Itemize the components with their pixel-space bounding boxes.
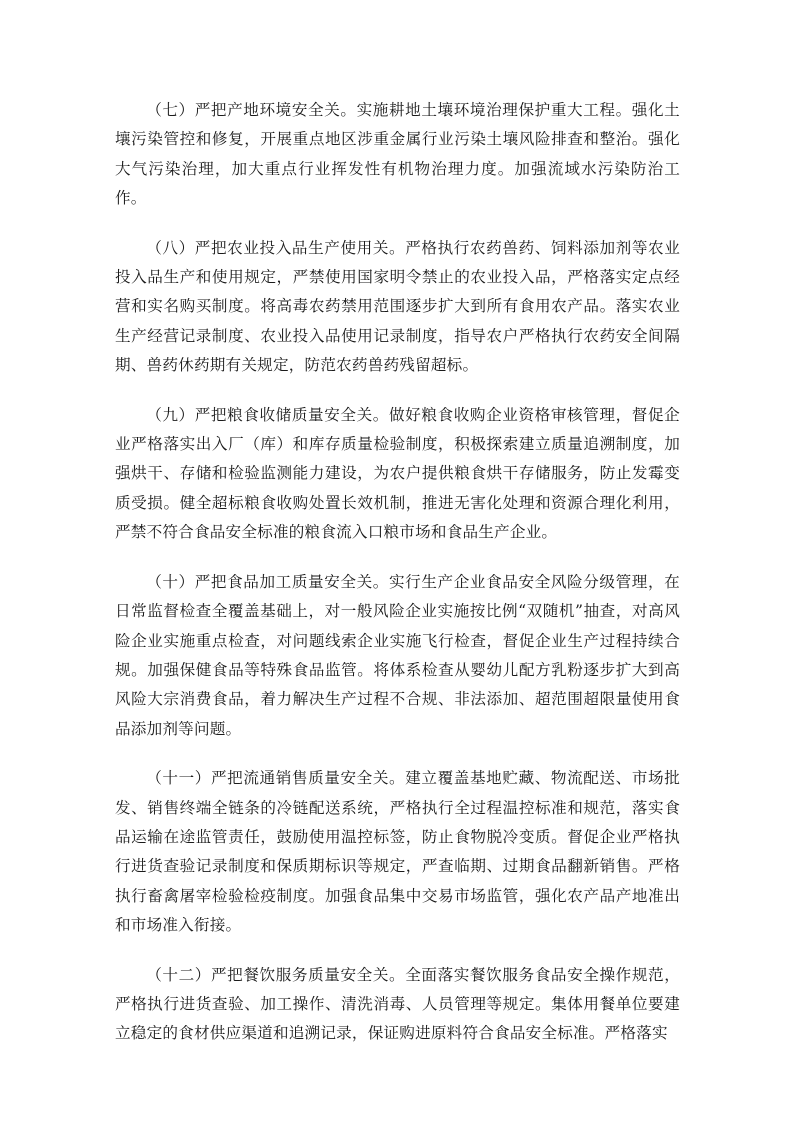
paragraph-12 xyxy=(115,961,680,1049)
paragraph-8-heading: （八）严把农业投入品生产使用关。 xyxy=(146,238,406,257)
paragraph-11-body: 建立覆盖基地贮藏、物流配送、市场批发、销售终端全链条的冷链配送系统，严格执行全过程温控标准和规范，落实食品运输在途监管责任，鼓励使用温控标签，防止食物脱冷变质。督促企业严格执行进货查验记录制度和保质期标识等规定，严查临期、过期食品翻新销售。严格执行畜禽屠宰检验检疫制度。加强食品集中交易市场监管，强化农产品产地准出和市场准入衔接。 xyxy=(115,769,681,935)
paragraph-12-body: 全面落实餐饮服务食品安全操作规范，严格执行进货查验、加工操作、清洗消毒、人员管理等规定。集体用餐单位要建立稳定的食材供应渠道和追溯记录，保证购进原料符合食品安全标准。严格落实 xyxy=(115,965,681,1043)
paragraph-11 xyxy=(115,764,680,940)
paragraph-8-body: 严格执行农药兽药、饲料添加剂等农业投入品生产和使用规定，严禁使用国家明令禁止的农业投入品，严格落实定点经营和实名购买制度。将高毒农药禁用范围逐步扩大到所有食用农产品。落实农业生产经营记录制度、农业投入品使用记录制度，指导农户严格执行农药安全间隔期、兽药休药期有关规定，防范农药兽药残留超标。 xyxy=(115,238,681,375)
paragraph-7-body: 实施耕地土壤环境治理保护重大工程。强化土壤污染管控和修复，开展重点地区涉重金属行业污染土壤风险排查和整治。强化大气污染治理，加大重点行业挥发性有机物治理力度。加强流域水污染防治工作。 xyxy=(115,101,680,208)
paragraph-8 xyxy=(115,234,680,381)
paragraph-10-heading: （十）严把食品加工质量安全关。 xyxy=(146,572,389,591)
document-page xyxy=(115,96,680,1069)
paragraph-7-heading: （七）严把产地环境安全关。 xyxy=(146,101,357,119)
paragraph-11-heading: （十一）严把流通销售质量安全关。 xyxy=(146,769,406,788)
paragraph-7 xyxy=(115,96,680,214)
paragraph-10 xyxy=(115,568,680,744)
paragraph-9-heading: （九）严把粮食收储质量安全关。 xyxy=(146,405,389,424)
paragraph-9 xyxy=(115,401,680,548)
paragraph-12-heading: （十二）严把餐饮服务质量安全关。 xyxy=(146,965,406,984)
paragraph-9-body: 做好粮食收购企业资格审核管理，督促企业严格落实出入厂（库）和库存质量检验制度，积极探索建立质量追溯制度，加强烘干、存储和检验监测能力建设，为农户提供粮食烘干存储服务，防止发霉变质受损。健全超标粮食收购处置长效机制，推进无害化处理和资源合理化利用，严禁不符合食品安全标准的粮食流入口粮市场和食品生产企业。 xyxy=(115,405,680,542)
paragraph-10-body: 实行生产企业食品安全风险分级管理，在日常监督检查全覆盖基础上，对一般风险企业实施按比例“双随机”抽查，对高风险企业实施重点检查，对问题线索企业实施飞行检查，督促企业生产过程持续合规。加强保健食品等特殊食品监管。将体系检查从婴幼儿配方乳粉逐步扩大到高风险大宗消费食品，着力解决生产过程不合规、非法添加、超范围超限量使用食品添加剂等问题。 xyxy=(115,572,680,738)
